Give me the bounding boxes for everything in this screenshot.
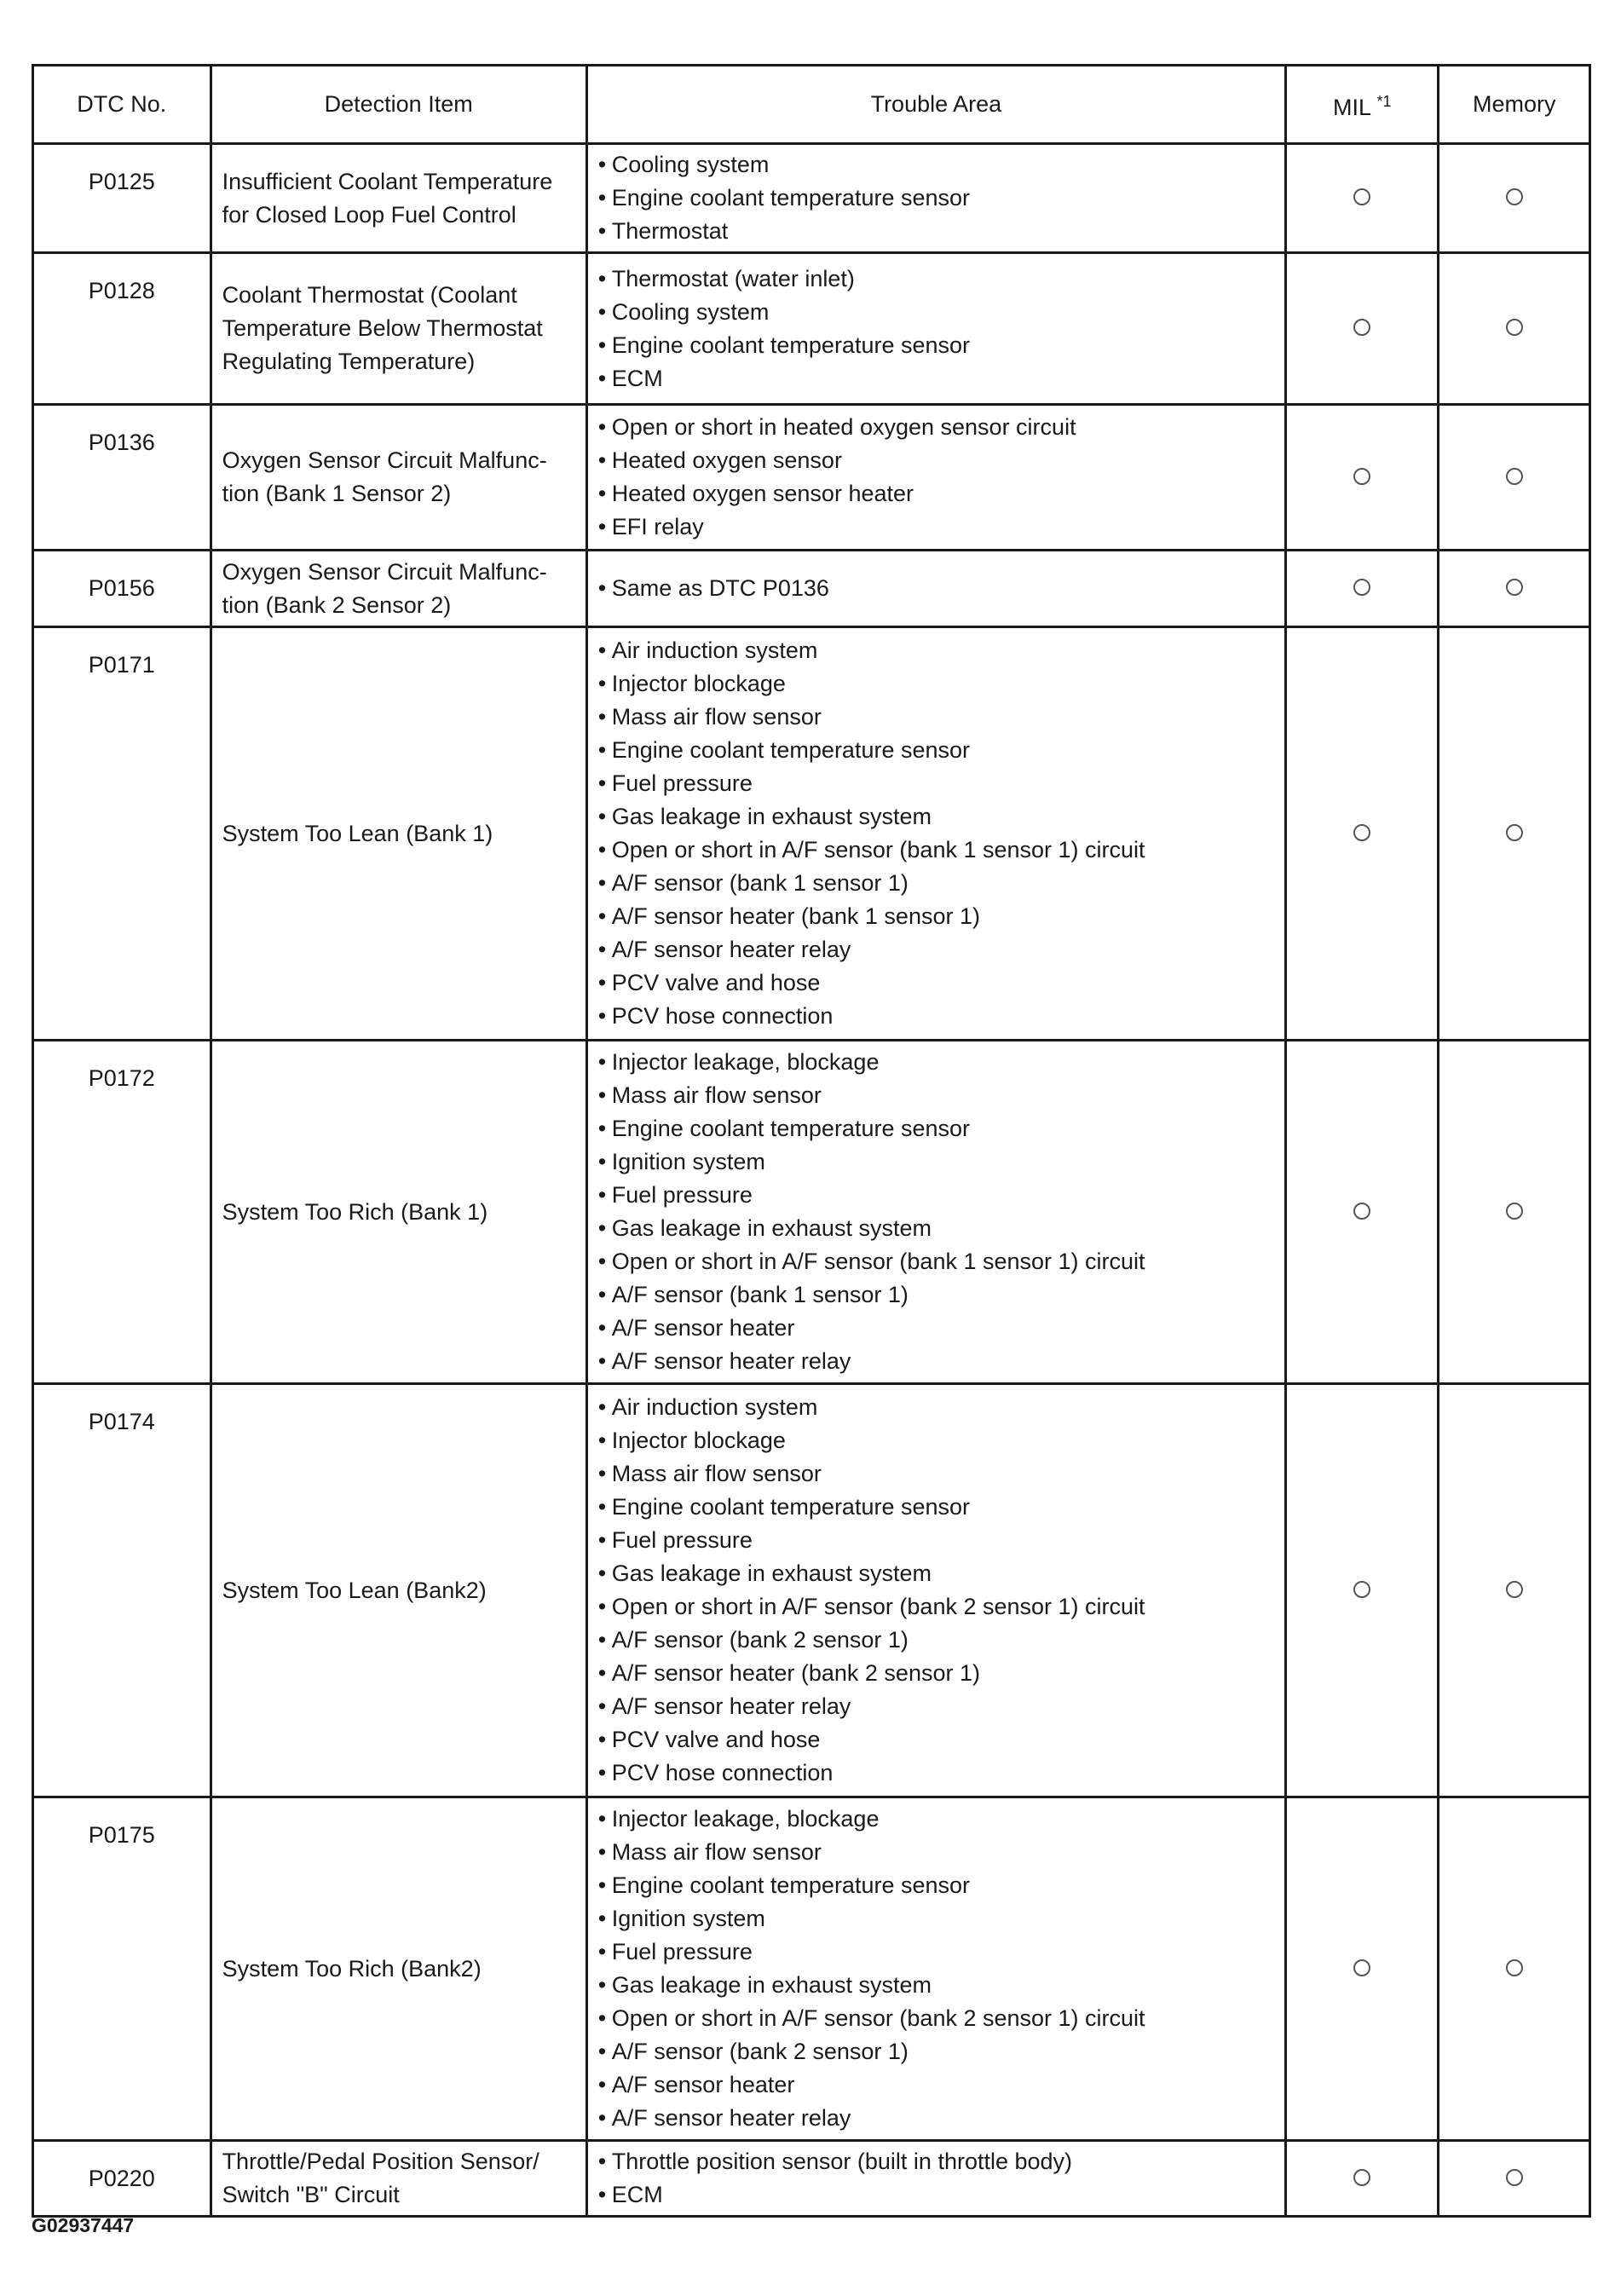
list-item <box>598 1935 1276 1969</box>
list-item <box>598 1657 1276 1690</box>
list-item <box>598 1969 1276 2002</box>
bullet-icon: • <box>597 1282 607 1307</box>
list-item <box>598 667 1276 701</box>
list-item <box>598 834 1276 867</box>
list-item <box>598 634 1276 667</box>
trouble-area-list <box>598 1046 1276 1378</box>
bullet-icon: • <box>597 637 607 663</box>
mil-circle-icon <box>1353 468 1370 485</box>
list-item <box>598 262 1276 296</box>
bullet-icon: • <box>597 1116 607 1141</box>
trouble-area <box>586 1797 1285 2141</box>
memory-cell <box>1439 627 1590 1041</box>
header-mil <box>1286 66 1439 144</box>
list-item <box>598 966 1276 1000</box>
trouble-area-text: Heated oxygen sensor heater <box>611 481 914 506</box>
list-item <box>598 734 1276 767</box>
bullet-icon: • <box>597 1872 607 1898</box>
trouble-area-text: A/F sensor heater <box>611 1315 795 1341</box>
trouble-area-list <box>598 634 1276 1033</box>
list-item <box>598 444 1276 477</box>
trouble-area <box>586 405 1285 551</box>
memory-cell <box>1439 1384 1590 1797</box>
memory-circle-icon <box>1506 1959 1523 1976</box>
memory-circle-icon <box>1506 468 1523 485</box>
bullet-icon: • <box>597 575 607 601</box>
bullet-icon: • <box>597 1594 607 1619</box>
trouble-area-text: PCV valve and hose <box>611 970 821 995</box>
trouble-area-text: A/F sensor heater relay <box>611 1693 851 1719</box>
dtc-code: P0156 <box>33 551 211 627</box>
trouble-area-text: Engine coolant temperature sensor <box>611 1872 971 1898</box>
header-detection-item: Detection Item <box>211 66 586 144</box>
list-item <box>598 1757 1276 1790</box>
memory-circle-icon <box>1506 2169 1523 2186</box>
trouble-area-text: Same as DTC P0136 <box>611 575 829 601</box>
list-item <box>598 1902 1276 1935</box>
list-item <box>598 215 1276 248</box>
list-item <box>598 933 1276 966</box>
memory-circle-icon <box>1506 319 1523 336</box>
dtc-code: P0172 <box>33 1041 211 1384</box>
trouble-area <box>586 253 1285 405</box>
trouble-area-list <box>598 1391 1276 1790</box>
trouble-area <box>586 2141 1285 2217</box>
trouble-area-text: ECM <box>611 2182 663 2207</box>
bullet-icon: • <box>597 414 607 440</box>
list-item <box>598 1312 1276 1345</box>
trouble-area <box>586 627 1285 1041</box>
trouble-area-text: Thermostat <box>611 218 729 244</box>
detection-item: System Too Rich (Bank2) <box>211 1797 586 2141</box>
trouble-area-text: ECM <box>611 365 663 391</box>
trouble-area-text: Fuel pressure <box>611 770 753 796</box>
mil-circle-icon <box>1353 1203 1370 1220</box>
list-item <box>598 1046 1276 1079</box>
bullet-icon: • <box>597 1527 607 1553</box>
list-item <box>598 477 1276 511</box>
bullet-icon: • <box>597 1082 607 1108</box>
list-item <box>598 329 1276 362</box>
header-mil-footnote: *1 <box>1376 92 1392 110</box>
detection-item: Coolant Thermostat (Coolant Temperature Below Thermostat Regulating Temperature) <box>211 253 586 405</box>
trouble-area-text: Mass air flow sensor <box>611 704 822 730</box>
list-item <box>598 1836 1276 1869</box>
bullet-icon: • <box>597 1003 607 1029</box>
bullet-icon: • <box>597 514 607 539</box>
mil-circle-icon <box>1353 2169 1370 2186</box>
list-item <box>598 867 1276 900</box>
trouble-area <box>586 1384 1285 1797</box>
list-item <box>598 1869 1276 1902</box>
bullet-icon: • <box>597 2005 607 2031</box>
bullet-icon: • <box>597 2149 607 2174</box>
trouble-area-text: A/F sensor heater relay <box>611 1348 851 1374</box>
trouble-area-text: A/F sensor heater relay <box>611 937 851 962</box>
trouble-area-text: Gas leakage in exhaust system <box>611 1972 932 1998</box>
bullet-icon: • <box>597 298 607 325</box>
trouble-area-text: A/F sensor (bank 2 sensor 1) <box>611 1627 909 1653</box>
bullet-icon: • <box>597 1760 607 1785</box>
memory-cell <box>1439 2141 1590 2217</box>
detection-item: Throttle/Pedal Position Sensor/ Switch "B" Circuit <box>211 2141 586 2217</box>
trouble-area-text: Heated oxygen sensor <box>611 447 842 473</box>
trouble-area-text: Open or short in heated oxygen sensor circuit <box>611 414 1076 440</box>
trouble-area-text: Injector blockage <box>611 671 786 696</box>
bullet-icon: • <box>597 265 607 291</box>
dtc-code: P0171 <box>33 627 211 1041</box>
bullet-icon: • <box>597 970 607 995</box>
bullet-icon: • <box>597 1727 607 1752</box>
trouble-area <box>586 1041 1285 1384</box>
dtc-table <box>32 64 1591 2218</box>
header-dtc-no: DTC No. <box>33 66 211 144</box>
bullet-icon: • <box>597 704 607 730</box>
mil-cell <box>1286 1041 1439 1384</box>
list-item <box>598 1690 1276 1723</box>
bullet-icon: • <box>597 937 607 962</box>
bullet-icon: • <box>597 1149 607 1174</box>
list-item <box>598 1345 1276 1378</box>
trouble-area-text: Thermostat (water inlet) <box>611 265 855 291</box>
bullet-icon: • <box>597 671 607 696</box>
trouble-area-text: Gas leakage in exhaust system <box>611 1215 932 1241</box>
list-item <box>598 362 1276 395</box>
mil-cell <box>1286 144 1439 253</box>
trouble-area-list <box>598 411 1276 544</box>
bullet-icon: • <box>597 2105 607 2131</box>
memory-cell <box>1439 1797 1590 2141</box>
trouble-area-text: Gas leakage in exhaust system <box>611 1560 932 1586</box>
trouble-area-text: Ignition system <box>611 1149 765 1174</box>
bullet-icon: • <box>597 1627 607 1653</box>
list-item <box>598 2178 1276 2212</box>
trouble-area-text: Open or short in A/F sensor (bank 1 sensor 1) circuit <box>611 1249 1145 1274</box>
list-item <box>598 1278 1276 1312</box>
list-item <box>598 572 1276 605</box>
dtc-code: P0128 <box>33 253 211 405</box>
header-memory: Memory <box>1439 66 1590 144</box>
detection-item: System Too Lean (Bank2) <box>211 1384 586 1797</box>
trouble-area-text: Engine coolant temperature sensor <box>611 332 971 358</box>
bullet-icon: • <box>597 365 607 391</box>
bullet-icon: • <box>597 804 607 829</box>
trouble-area-text: A/F sensor heater (bank 2 sensor 1) <box>611 1660 980 1686</box>
trouble-area-text: Engine coolant temperature sensor <box>611 737 971 763</box>
trouble-area-text: Open or short in A/F sensor (bank 2 sensor 1) circuit <box>611 2005 1145 2031</box>
bullet-icon: • <box>597 1806 607 1832</box>
mil-circle-icon <box>1353 188 1370 205</box>
figure-id: G02937447 <box>32 2214 135 2236</box>
trouble-area-text: Engine coolant temperature sensor <box>611 1494 971 1520</box>
detection-item: Oxygen Sensor Circuit Malfunc- tion (Bank 1 Sensor 2) <box>211 405 586 551</box>
bullet-icon: • <box>597 1049 607 1075</box>
mil-circle-icon <box>1353 1581 1370 1598</box>
trouble-area-text: Injector blockage <box>611 1428 786 1453</box>
list-item <box>598 1557 1276 1590</box>
list-item <box>598 1079 1276 1112</box>
bullet-icon: • <box>597 2072 607 2097</box>
list-item <box>598 1391 1276 1424</box>
trouble-area-text: Gas leakage in exhaust system <box>611 804 932 829</box>
bullet-icon: • <box>597 332 607 358</box>
bullet-icon: • <box>597 1839 607 1865</box>
trouble-area-list <box>598 148 1276 248</box>
trouble-area-text: A/F sensor heater (bank 1 sensor 1) <box>611 903 980 929</box>
trouble-area-text: Mass air flow sensor <box>611 1839 822 1865</box>
dtc-code: P0220 <box>33 2141 211 2217</box>
list-item <box>598 1457 1276 1491</box>
bullet-icon: • <box>597 903 607 929</box>
trouble-area-text: Mass air flow sensor <box>611 1461 822 1486</box>
bullet-icon: • <box>597 1315 607 1341</box>
trouble-area-text: A/F sensor (bank 2 sensor 1) <box>611 2039 909 2064</box>
trouble-area-text: Cooling system <box>611 152 770 177</box>
memory-cell <box>1439 405 1590 551</box>
bullet-icon: • <box>597 1906 607 1931</box>
bullet-icon: • <box>597 1660 607 1686</box>
bullet-icon: • <box>597 1939 607 1964</box>
mil-cell <box>1286 1384 1439 1797</box>
list-item <box>598 2068 1276 2102</box>
table-row <box>33 405 1590 551</box>
list-item <box>598 2035 1276 2068</box>
list-item <box>598 1000 1276 1033</box>
trouble-area-list <box>598 262 1276 395</box>
bullet-icon: • <box>597 737 607 763</box>
trouble-area-text: A/F sensor heater <box>611 2072 795 2097</box>
table-row <box>33 144 1590 253</box>
bullet-icon: • <box>597 1560 607 1586</box>
mil-cell <box>1286 1797 1439 2141</box>
memory-cell <box>1439 144 1590 253</box>
trouble-area-text: PCV valve and hose <box>611 1727 821 1752</box>
list-item <box>598 1803 1276 1836</box>
memory-circle-icon <box>1506 579 1523 596</box>
list-item <box>598 182 1276 215</box>
table-row <box>33 551 1590 627</box>
bullet-icon: • <box>597 1249 607 1274</box>
bullet-icon: • <box>597 770 607 796</box>
list-item <box>598 1212 1276 1245</box>
bullet-icon: • <box>597 1348 607 1374</box>
mil-circle-icon <box>1353 319 1370 336</box>
detection-item: Oxygen Sensor Circuit Malfunc- tion (Bank 2 Sensor 2) <box>211 551 586 627</box>
trouble-area-text: PCV hose connection <box>611 1760 834 1785</box>
mil-circle-icon <box>1353 579 1370 596</box>
list-item <box>598 411 1276 444</box>
mil-cell <box>1286 627 1439 1041</box>
mil-cell <box>1286 551 1439 627</box>
list-item <box>598 2145 1276 2178</box>
bullet-icon: • <box>597 1494 607 1520</box>
memory-cell <box>1439 1041 1590 1384</box>
table-row <box>33 1797 1590 2141</box>
dtc-code: P0136 <box>33 405 211 551</box>
bullet-icon: • <box>597 1461 607 1486</box>
trouble-area <box>586 551 1285 627</box>
bullet-icon: • <box>597 481 607 506</box>
list-item <box>598 1245 1276 1278</box>
list-item <box>598 767 1276 800</box>
detection-item: Insufficient Coolant Temperature for Closed Loop Fuel Control <box>211 144 586 253</box>
trouble-area-list <box>598 572 1276 605</box>
mil-circle-icon <box>1353 1959 1370 1976</box>
mil-cell <box>1286 253 1439 405</box>
list-item <box>598 1112 1276 1145</box>
trouble-area-text: Fuel pressure <box>611 1527 753 1553</box>
bullet-icon: • <box>597 2039 607 2064</box>
bullet-icon: • <box>597 1215 607 1241</box>
list-item <box>598 800 1276 834</box>
header-trouble-area: Trouble Area <box>586 66 1285 144</box>
list-item <box>598 1723 1276 1757</box>
list-item <box>598 701 1276 734</box>
trouble-area-text: A/F sensor (bank 1 sensor 1) <box>611 1282 909 1307</box>
memory-circle-icon <box>1506 188 1523 205</box>
trouble-area-text: EFI relay <box>611 514 704 539</box>
trouble-area-text: Air induction system <box>611 1394 818 1420</box>
header-mil-label: MIL <box>1332 94 1370 120</box>
table-body <box>33 144 1590 2217</box>
list-item <box>598 1491 1276 1524</box>
table-row <box>33 253 1590 405</box>
list-item <box>598 1624 1276 1657</box>
bullet-icon: • <box>597 1394 607 1420</box>
bullet-icon: • <box>597 1693 607 1719</box>
trouble-area-text: Ignition system <box>611 1906 765 1931</box>
memory-circle-icon <box>1506 1203 1523 1220</box>
bullet-icon: • <box>597 185 607 211</box>
list-item <box>598 511 1276 544</box>
list-item <box>598 148 1276 182</box>
bullet-icon: • <box>597 837 607 862</box>
table-row <box>33 1041 1590 1384</box>
header-row <box>33 66 1590 144</box>
trouble-area-text: Air induction system <box>611 637 818 663</box>
memory-cell <box>1439 551 1590 627</box>
trouble-area <box>586 144 1285 253</box>
mil-circle-icon <box>1353 824 1370 841</box>
list-item <box>598 1179 1276 1212</box>
list-item <box>598 1145 1276 1179</box>
trouble-area-text: Injector leakage, blockage <box>611 1806 880 1832</box>
dtc-code: P0125 <box>33 144 211 253</box>
table-row <box>33 1384 1590 1797</box>
trouble-area-text: Mass air flow sensor <box>611 1082 822 1108</box>
list-item <box>598 1524 1276 1557</box>
bullet-icon: • <box>597 1182 607 1208</box>
trouble-area-text: Injector leakage, blockage <box>611 1049 880 1075</box>
bullet-icon: • <box>597 1428 607 1453</box>
trouble-area-text: A/F sensor (bank 1 sensor 1) <box>611 870 909 896</box>
list-item <box>598 296 1276 329</box>
trouble-area-text: Fuel pressure <box>611 1939 753 1964</box>
bullet-icon: • <box>597 2182 607 2207</box>
memory-circle-icon <box>1506 1581 1523 1598</box>
detection-item: System Too Rich (Bank 1) <box>211 1041 586 1384</box>
list-item <box>598 1424 1276 1457</box>
bullet-icon: • <box>597 870 607 896</box>
bullet-icon: • <box>597 447 607 473</box>
bullet-icon: • <box>597 1972 607 1998</box>
trouble-area-text: Cooling system <box>611 298 770 325</box>
trouble-area-text: Engine coolant temperature sensor <box>611 1116 971 1141</box>
list-item <box>598 2102 1276 2135</box>
trouble-area-text: PCV hose connection <box>611 1003 834 1029</box>
memory-cell <box>1439 253 1590 405</box>
detection-item: System Too Lean (Bank 1) <box>211 627 586 1041</box>
trouble-area-text: Open or short in A/F sensor (bank 2 sensor 1) circuit <box>611 1594 1145 1619</box>
list-item <box>598 1590 1276 1624</box>
list-item <box>598 2002 1276 2035</box>
memory-circle-icon <box>1506 824 1523 841</box>
dtc-code: P0175 <box>33 1797 211 2141</box>
mil-cell <box>1286 405 1439 551</box>
trouble-area-text: Throttle position sensor (built in throttle body) <box>611 2149 1073 2174</box>
trouble-area-text: A/F sensor heater relay <box>611 2105 851 2131</box>
trouble-area-list <box>598 1803 1276 2135</box>
bullet-icon: • <box>597 218 607 244</box>
table-row <box>33 627 1590 1041</box>
bullet-icon: • <box>597 152 607 177</box>
trouble-area-list <box>598 2145 1276 2212</box>
trouble-area-text: Fuel pressure <box>611 1182 753 1208</box>
list-item <box>598 900 1276 933</box>
trouble-area-text: Engine coolant temperature sensor <box>611 185 971 211</box>
trouble-area-text: Open or short in A/F sensor (bank 1 sensor 1) circuit <box>611 837 1145 862</box>
dtc-code: P0174 <box>33 1384 211 1797</box>
mil-cell <box>1286 2141 1439 2217</box>
table-row <box>33 2141 1590 2217</box>
